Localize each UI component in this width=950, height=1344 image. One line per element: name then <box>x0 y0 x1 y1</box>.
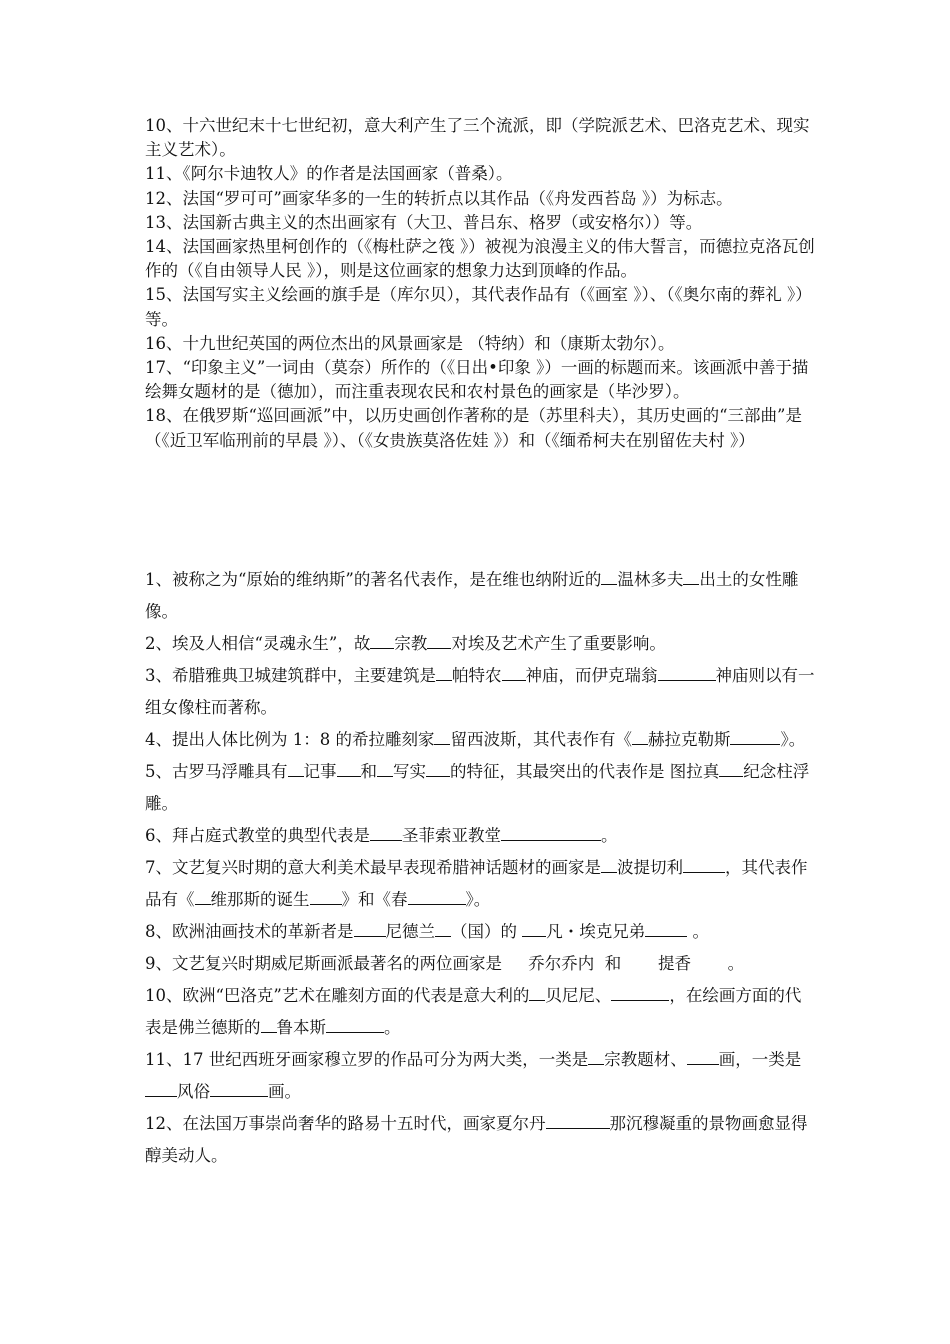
answer-item: 11、《阿尔卡迪牧人》的作者是法国画家（普桑）。 <box>145 164 513 184</box>
answer-item: 16、十九世纪英国的两位杰出的风景画家是 （特纳）和（康斯太勃尔）。 <box>145 333 675 353</box>
question-8: 8、欧洲油画技术的革新者是 尼德兰 （国）的 凡・埃克兄弟 。 <box>145 916 817 948</box>
question-12: 12、在法国万事崇尚奢华的路易十五时代，画家夏尔丹 那沉穆凝重的景物画愈显得醇美动人。 <box>145 1108 817 1172</box>
answer-item: 14、法国画家热里柯创作的（《梅杜萨之筏 》）被视为浪漫主义的伟大誓言，而德拉克洛瓦创作的（《自由领导人民 》），则是这位画家的想象力达到顶峰的作品。 <box>145 237 815 281</box>
answer-section <box>145 114 815 453</box>
answer-item: 17、“印象主义”一词由（莫奈）所作的（《日出•印象 》）一画的标题而来。该画派中善于描绘舞女题材的是（德加），而注重表现农民和农村景色的画家是（毕沙罗）。 <box>145 358 809 402</box>
question-7: 7、文艺复兴时期的意大利美术最早表现希腊神话题材的画家是 波提切利 ，其代表作品有《 维那斯的诞生 》和《春 》。 <box>145 852 817 916</box>
question-10: 10、欧洲“巴洛克”艺术在雕刻方面的代表是意大利的 贝尼尼、 ，在绘画方面的代表是佛兰德斯的 鲁本斯 。 <box>145 980 817 1044</box>
question-11: 11、17 世纪西班牙画家穆立罗的作品可分为两大类，一类是 宗教题材、 画，一类是风俗 画。 <box>145 1044 817 1108</box>
answer-item: 10、十六世纪末十七世纪初，意大利产生了三个流派，即（学院派艺术、巴洛克艺术、现实主义艺术）。 <box>145 116 810 160</box>
question-4: 4、提出人体比例为 1：8 的希拉雕刻家 留西波斯，其代表作有《 赫拉克勒斯 》。 <box>145 724 817 756</box>
question-9: 9、文艺复兴时期威尼斯画派最著名的两位画家是 乔尔乔内 和 提香 。 <box>145 954 745 973</box>
answer-item: 13、法国新古典主义的杰出画家有（大卫、普吕东、格罗（或安格尔））等。 <box>145 212 703 232</box>
answer-item: 15、法国写实主义绘画的旗手是（库尔贝），其代表作品有（《画室 》）、（《奥尔南的葬礼 》）等。 <box>145 285 812 329</box>
answer-item: 12、法国“罗可可”画家华多的一生的转折点以其作品（《舟发西苔岛 》）为标志。 <box>145 188 733 208</box>
fill-in-section <box>145 564 817 1172</box>
question-3: 3、希腊雅典卫城建筑群中，主要建筑是 帕特农 神庙，而伊克瑞翁 神庙则以有一组女像柱而著称。 <box>145 660 817 724</box>
question-5: 5、古罗马浮雕具有 记事 和 写实 的特征，其最突出的代表作是 图拉真 纪念柱浮雕。 <box>145 756 817 820</box>
question-2: 2、埃及人相信“灵魂永生”，故 宗教 对埃及艺术产生了重要影响。 <box>145 628 817 660</box>
answer-item: 18、在俄罗斯“巡回画派”中，以历史画创作著称的是（苏里科夫），其历史画的“三部曲”是（《近卫军临刑前的早晨 》）、（《女贵族莫洛佐娃 》）和（《缅希柯夫在别留佐夫村 》） <box>145 406 802 450</box>
question-1: 1、被称之为“原始的维纳斯”的著名代表作，是在维也纳附近的 温林多夫 出土的女性雕像。 <box>145 564 817 628</box>
question-6: 6、拜占庭式教堂的典型代表是 圣菲索亚教堂 。 <box>145 820 817 852</box>
